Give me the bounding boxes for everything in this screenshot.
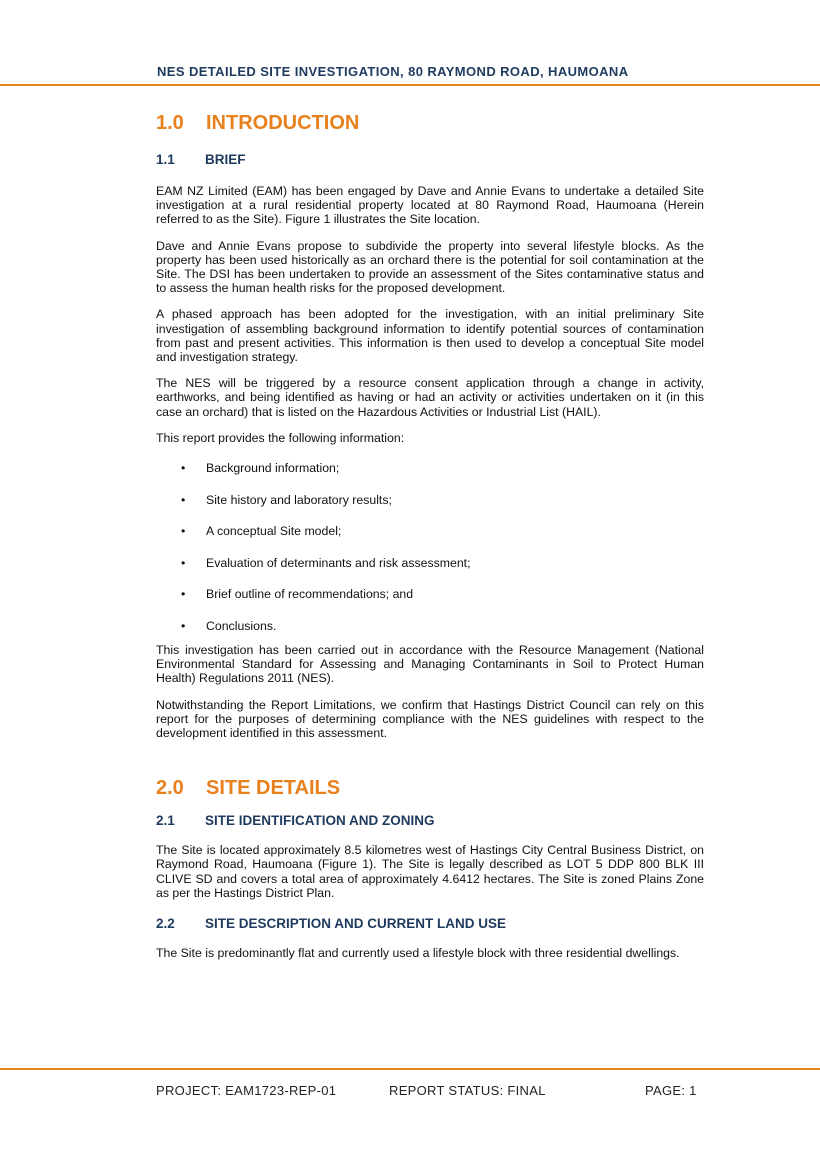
paragraph: The Site is predominantly flat and currently used a lifestyle block with three residential dwellings. <box>156 946 680 961</box>
subsection-2-1-number: 2.1 <box>156 813 175 829</box>
header-rule <box>0 84 820 86</box>
subsection-1-1-title: BRIEF <box>205 152 246 167</box>
list-item-text: A conceptual Site model; <box>206 524 342 539</box>
document-body <box>156 112 704 960</box>
bullet-icon: • <box>181 619 186 634</box>
bullet-icon: • <box>181 555 186 570</box>
list-item <box>156 556 704 588</box>
subsection-1-1-heading <box>156 152 704 167</box>
list-item <box>156 493 704 525</box>
section-2-heading <box>156 777 704 800</box>
list-item <box>156 461 704 493</box>
bullet-icon: • <box>181 461 186 476</box>
subsection-2-1-title: SITE IDENTIFICATION AND ZONING <box>205 813 435 829</box>
footer-rule <box>0 1068 820 1070</box>
bullet-icon: • <box>181 524 186 539</box>
paragraph: This investigation has been carried out in accordance with the Resource Management (National Environmental Standard for Assessing and Managing Contaminants in Soil to Protect Human Health) Regulations 2011 (NES). <box>156 643 704 686</box>
bullet-list <box>156 461 704 643</box>
list-item-text: Evaluation of determinants and risk assessment; <box>206 555 471 570</box>
list-item <box>156 524 704 556</box>
paragraph: The NES will be triggered by a resource consent application through a change in activity, earthworks, and being identified as having or had an activity or activities undertaken on it (in this case an orchard) that is listed on the Hazardous Activities or Industrial List (HAIL). <box>156 376 704 419</box>
footer-report-status: REPORT STATUS: FINAL <box>389 1083 546 1098</box>
section-1-title: INTRODUCTION <box>206 112 360 134</box>
list-item <box>156 587 704 619</box>
list-item-text: Brief outline of recommendations; and <box>206 587 414 602</box>
subsection-2-1-heading <box>156 813 704 828</box>
bullet-icon: • <box>181 492 186 507</box>
paragraph: Dave and Annie Evans propose to subdivide the property into several lifestyle blocks. As the property has been used historically as an orchard there is the potential for soil contamination at the Site. The DSI has been undertaken to provide an assessment of the Sites contaminative status and to assess the human health risks for the proposed development. <box>156 238 704 296</box>
list-item <box>156 619 704 643</box>
footer-page-number: PAGE: 1 <box>645 1083 697 1098</box>
subsection-2-2-number: 2.2 <box>156 916 175 932</box>
footer-project: PROJECT: EAM1723-REP-01 <box>156 1083 337 1098</box>
subsection-2-2-heading <box>156 916 704 931</box>
paragraph: Notwithstanding the Report Limitations, we confirm that Hastings District Council can rely on this report for the purposes of determining compliance with the NES guidelines with respect to the development identified in this assessment. <box>156 697 704 741</box>
page-header-title: NES DETAILED SITE INVESTIGATION, 80 RAYMOND ROAD, HAUMOANA <box>157 64 629 79</box>
list-item-text: Site history and laboratory results; <box>206 492 392 507</box>
subsection-2-2-title: SITE DESCRIPTION AND CURRENT LAND USE <box>205 916 507 932</box>
list-item-text: Background information; <box>206 461 340 476</box>
paragraph: This report provides the following information: <box>156 430 405 445</box>
section-2-title: SITE DETAILS <box>206 777 341 800</box>
paragraph: The Site is located approximately 8.5 kilometres west of Hastings City Central Business District, on Raymond Road, Haumoana (Figure 1). The Site is legally described as LOT 5 DDP 800 BLK III CLIVE SD and covers a total area of approximately 4.6412 hectares. The Site is zoned Plains Zone as per the Hastings District Plan. <box>156 843 704 900</box>
bullet-icon: • <box>181 587 186 602</box>
subsection-1-1-number: 1.1 <box>156 152 175 167</box>
paragraph: EAM NZ Limited (EAM) has been engaged by Dave and Annie Evans to undertake a detailed Site investigation at a rural residential property located at 80 Raymond Road, Haumoana (Herein referred to as the Site). Figure 1 illustrates the Site location. <box>156 184 704 227</box>
section-1-number: 1.0 <box>156 112 184 134</box>
section-1-heading <box>156 112 704 135</box>
paragraph: A phased approach has been adopted for the investigation, with an initial preliminary Site investigation of assembling background information to identify potential sources of contamination from past and present activities. This information is then used to develop a conceptual Site model and investigation strategy. <box>156 307 704 365</box>
section-2-number: 2.0 <box>156 777 184 800</box>
list-item-text: Conclusions. <box>206 619 277 634</box>
